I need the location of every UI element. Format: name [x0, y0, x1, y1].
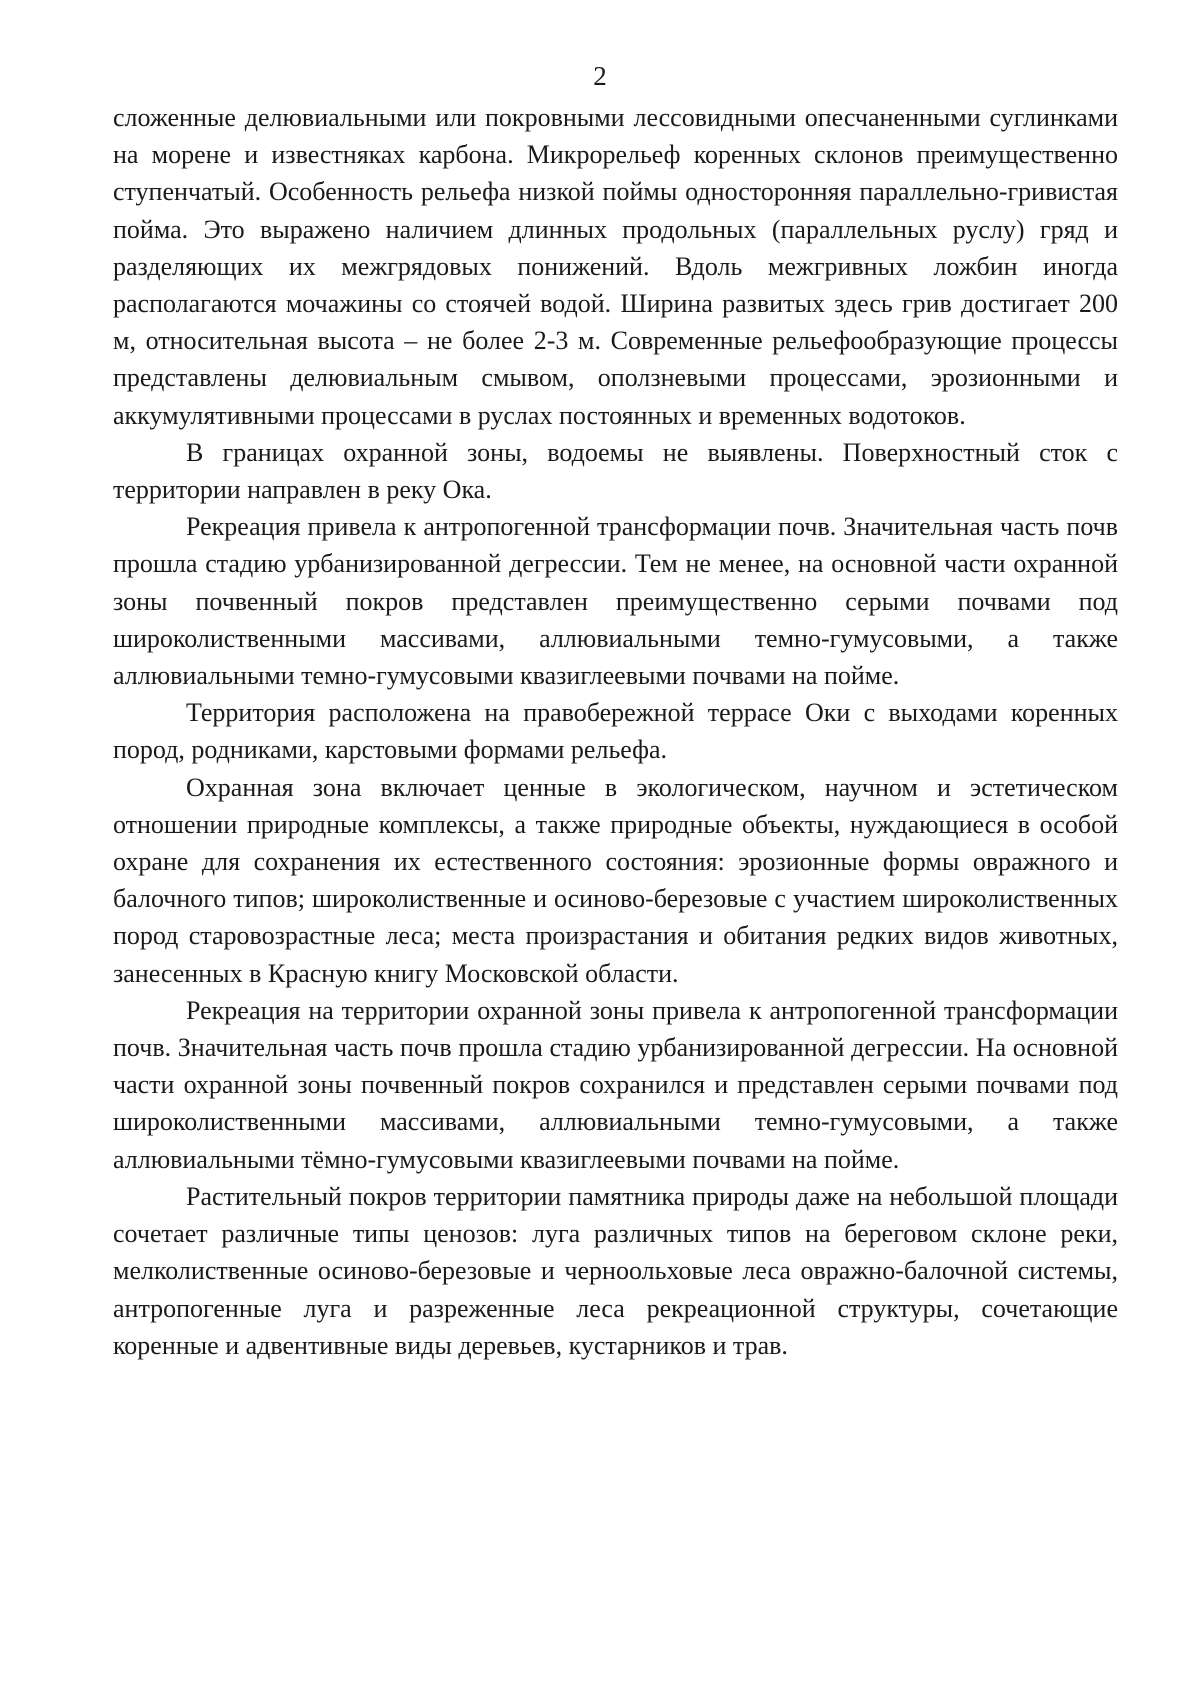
paragraph-recreation-soils: Рекреация на территории охранной зоны привела к антропогенной трансформации почв. Значительная часть почв прошла стадию урбанизированной дегрессии. На основной части охранной зоны почвенный покров сохранился и представлен серыми почвами под широколиственными массивами, аллювиальными темно-гумусовыми, а также аллювиальными тёмно-гумусовыми квазиглеевыми почвами на пойме.	[113, 995, 1118, 1174]
paragraph-soil-transformation: Рекреация привела к антропогенной трансформации почв. Значительная часть почв прошла стадию урбанизированной дегрессии. Тем не менее, на основной части охранной зоны почвенный покров представлен преимущественно серыми почвами под широколиственными массивами, аллювиальными темно-гумусовыми, а также аллювиальными темно-гумусовыми квазиглеевыми почвами на пойме.	[113, 512, 1118, 691]
paragraph-water-bodies: В границах охранной зоны, водоемы не выявлены. Поверхностный сток с территории направлен в реку Ока.	[113, 437, 1118, 505]
paragraph-continuation: сложенные делювиальными или покровными лессовидными опесчаненными суглинками на морене и известняках карбона. Микрорельеф коренных склонов преимущественно ступенчатый. Особенность рельефа низкой поймы односторонняя параллельно-гривистая пойма. Это выражено наличием длинных продольных (параллельных руслу) гряд и разделяющих их межгрядовых понижений. Вдоль межгривных ложбин иногда располагаются мочажины со стоячей водой. Ширина развитых здесь грив достигает 200 м, относительная высота – не более 2-3 м. Современные рельефообразующие процессы представлены делювиальным смывом, оползневыми процессами, эрозионными и аккумулятивными процессами в руслах постоянных и временных водотоков.	[113, 103, 1118, 430]
page-number: 2	[593, 61, 607, 91]
body-text	[113, 99, 1118, 1364]
paragraph-vegetation-cover: Растительный покров территории памятника природы даже на небольшой площади сочетает различные типы ценозов: луга различных типов на береговом склоне реки, мелколиственные осиново-березовые и черноольховые леса овражно-балочной системы, антропогенные луга и разреженные леса рекреационной структуры, сочетающие коренные и адвентивные виды деревьев, кустарников и трав.	[113, 1181, 1118, 1360]
paragraph-protected-complexes: Охранная зона включает ценные в экологическом, научном и эстетическом отношении природные комплексы, а также природные объекты, нуждающиеся в особой охране для сохранения их естественного состояния: эрозионные формы овражного и балочного типов; широколиственные и осиново-березовые с участием широколиственных пород старовозрастные леса; места произрастания и обитания редких видов животных, занесенных в Красную книгу Московской области.	[113, 772, 1118, 988]
paragraph-territory-location: Территория расположена на правобережной террасе Оки с выходами коренных пород, родниками, карстовыми формами рельефа.	[113, 698, 1118, 765]
